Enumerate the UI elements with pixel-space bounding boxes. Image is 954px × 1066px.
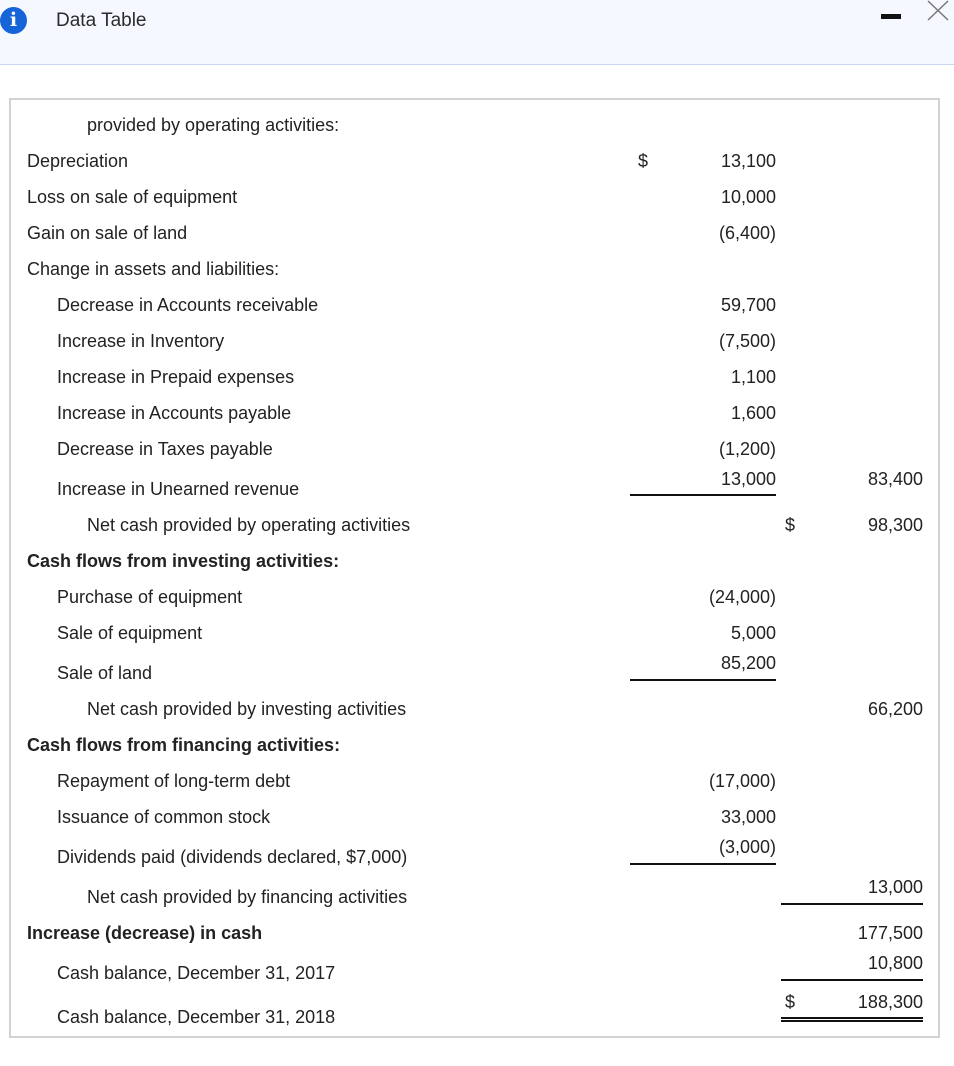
row-amount: 10,000	[720, 187, 776, 207]
row-amount: 1,100	[730, 367, 776, 387]
increase-amount: 177,500	[857, 923, 923, 943]
net-investing-amount: 66,200	[867, 699, 923, 719]
row-label: Dividends paid (dividends declared, $7,000)	[57, 847, 408, 867]
row-label: Repayment of long-term debt	[57, 771, 291, 791]
dollar-sign: $	[785, 515, 796, 535]
underline-rule	[630, 863, 776, 865]
info-icon: i	[0, 7, 27, 34]
row-label: Decrease in Taxes payable	[57, 439, 273, 459]
double-underline-rule	[781, 1017, 923, 1022]
minimize-button[interactable]	[879, 4, 905, 30]
minimize-icon	[881, 14, 901, 19]
row-label: Sale of land	[57, 663, 153, 683]
dialog-titlebar	[0, 0, 954, 65]
row-label: Depreciation	[27, 151, 129, 171]
row-amount: (6,400)	[718, 223, 776, 243]
net-operating-label: Net cash provided by operating activities	[87, 515, 411, 535]
close-button[interactable]	[924, 0, 950, 22]
begin-balance-label: Cash balance, December 31, 2017	[57, 963, 336, 983]
row-amount: (7,500)	[718, 331, 776, 351]
row-label: Increase in Inventory	[57, 331, 225, 351]
underline-rule	[630, 494, 776, 496]
investing-header: Cash flows from investing activities:	[27, 551, 340, 571]
financing-header: Cash flows from financing activities:	[27, 735, 341, 755]
underline-rule	[781, 903, 923, 905]
end-balance-label: Cash balance, December 31, 2018	[57, 1007, 336, 1027]
net-financing-label: Net cash provided by financing activities	[87, 887, 408, 907]
underline-rule	[630, 679, 776, 681]
close-icon	[924, 0, 950, 22]
row-amount: 13,100	[720, 151, 776, 171]
increase-label: Increase (decrease) in cash	[27, 923, 263, 943]
row-label: Increase in Unearned revenue	[57, 479, 300, 499]
row-amount: 13,000	[720, 469, 776, 489]
row-subtotal: 83,400	[867, 469, 923, 489]
row-amount: 5,000	[730, 623, 776, 643]
row-label: Purchase of equipment	[57, 587, 243, 607]
row-amount: (3,000)	[718, 837, 776, 857]
end-balance-amount: 188,300	[857, 992, 923, 1012]
row-label: Increase in Accounts payable	[57, 403, 292, 423]
row-label: Sale of equipment	[57, 623, 203, 643]
dollar-sign: $	[785, 992, 796, 1012]
dialog-title: Data Table	[56, 10, 147, 31]
row-amount: 59,700	[720, 295, 776, 315]
row-amount: 33,000	[720, 807, 776, 827]
row-label: Gain on sale of land	[27, 223, 188, 243]
net-operating-amount: 98,300	[867, 515, 923, 535]
row-amount: 85,200	[720, 653, 776, 673]
row-label: Issuance of common stock	[57, 807, 271, 827]
row-amount: (24,000)	[708, 587, 776, 607]
row-label: Increase in Prepaid expenses	[57, 367, 295, 387]
row-amount: (1,200)	[718, 439, 776, 459]
dollar-sign: $	[638, 151, 649, 171]
underline-rule	[781, 979, 923, 981]
net-investing-label: Net cash provided by investing activities	[87, 699, 407, 719]
net-financing-amount: 13,000	[867, 877, 923, 897]
row-label: Decrease in Accounts receivable	[57, 295, 319, 315]
row-amount: (17,000)	[708, 771, 776, 791]
begin-balance-amount: 10,800	[867, 953, 923, 973]
statement-intro: provided by operating activities:	[87, 115, 340, 135]
row-label: Loss on sale of equipment	[27, 187, 238, 207]
row-label: Change in assets and liabilities:	[27, 259, 280, 279]
row-amount: 1,600	[730, 403, 776, 423]
